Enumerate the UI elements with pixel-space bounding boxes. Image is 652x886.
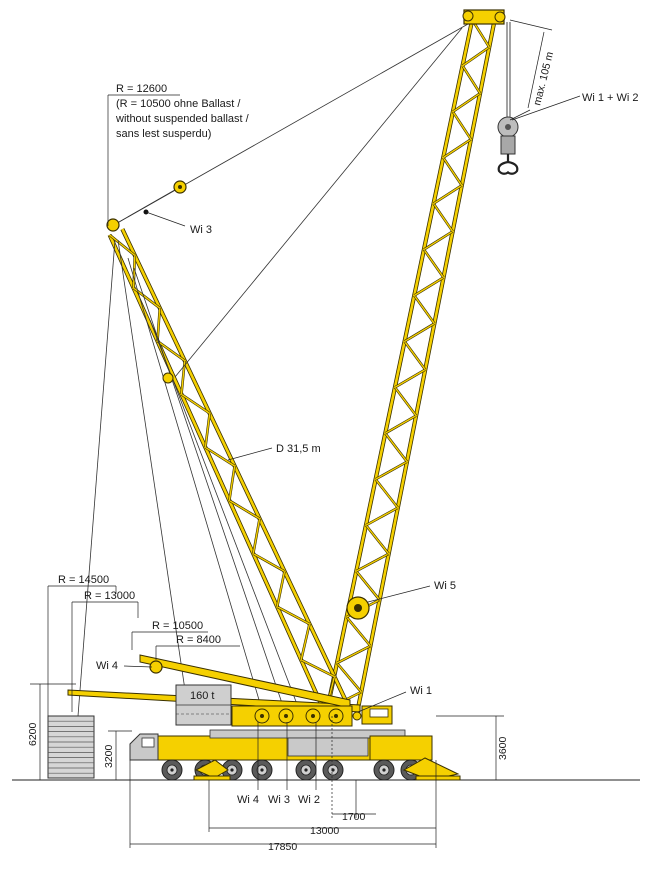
label-r-13000: R = 13000 (84, 590, 136, 602)
hook-block (498, 117, 518, 174)
derrick-head-sheave (107, 219, 119, 231)
dim-6200: 6200 (27, 722, 39, 746)
label-max-height: max. 105 m (531, 50, 557, 107)
upper-body (232, 706, 361, 726)
boom-head (463, 10, 505, 24)
dim-3600: 3600 (497, 736, 509, 760)
wi5-winch (347, 597, 369, 619)
carrier (130, 730, 432, 760)
label-wi2-bottom: Wi 2 (298, 794, 320, 806)
label-wi5: Wi 5 (434, 580, 456, 592)
label-derrick: D 31,5 m (276, 443, 321, 455)
label-r-14500: R = 14500 (58, 574, 110, 586)
dim-1700: 1700 (342, 811, 366, 823)
dim-3200: 3200 (103, 744, 115, 768)
label-r-12600-note-2: without suspended ballast / (116, 113, 249, 125)
label-wi12: Wi 1 + Wi 2 (582, 92, 639, 104)
label-wi3-top: Wi 3 (190, 224, 212, 236)
ballast-tonnage: 160 t (190, 690, 215, 702)
label-r-12600-note-3: sans lest susperdu) (116, 128, 212, 140)
label-r-8400: R = 8400 (176, 634, 221, 646)
label-wi4-left: Wi 4 (96, 660, 118, 672)
label-wi1: Wi 1 (410, 685, 432, 697)
dim-13000: 13000 (310, 825, 340, 837)
label-r-12600: R = 12600 (116, 83, 168, 95)
label-wi4-bottom: Wi 4 (237, 794, 259, 806)
superstructure-ballast (176, 685, 231, 725)
ballast-stack-left (48, 716, 94, 778)
dim-17850: 17850 (268, 841, 298, 853)
label-r-10500: R = 10500 (152, 620, 204, 632)
label-wi3-bottom: Wi 3 (268, 794, 290, 806)
label-r-12600-note-1: (R = 10500 ohne Ballast / (116, 98, 241, 110)
